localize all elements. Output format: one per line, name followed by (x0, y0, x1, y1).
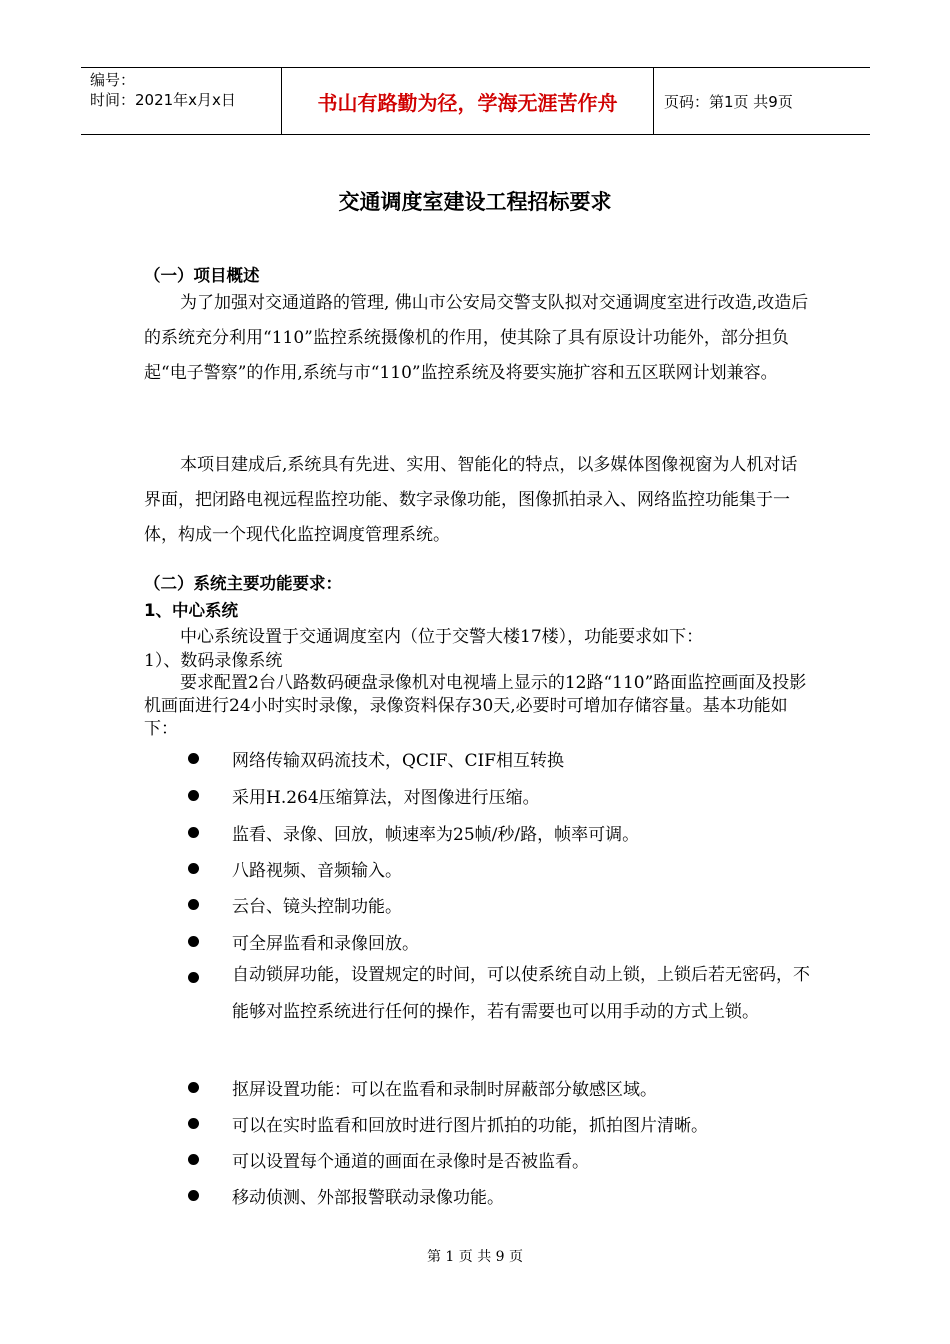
section1-heading: （一）项目概述 (144, 266, 260, 285)
list-item-text: 移动侦测、外部报警联动录像功能。 (232, 1188, 504, 1208)
bullet-icon (188, 936, 199, 947)
bullet-icon (188, 1154, 199, 1165)
list-item-text: 采用H.264压缩算法，对图像进行压缩。 (232, 788, 540, 808)
subsection-description: 中心系统设置于交通调度室内（位于交警大楼17楼），功能要求如下： (180, 627, 704, 647)
document-title: 交通调度室建设工程招标要求 (338, 190, 612, 214)
list-item-text: 抠屏设置功能：可以在监看和录制时屏蔽部分敏感区域。 (232, 1080, 657, 1100)
bullet-icon (188, 863, 199, 874)
bullet-icon (188, 1190, 199, 1201)
item-description: 要求配置2台八路数码硬盘录像机对电视墙上显示的12路“110”路面监控画面及投影机画面进行24小时实时录像，录像资料保存30天,必要时可增加存储容量。基本功能如下： (144, 673, 807, 739)
section1-paragraph-2: 本项目建成后,系统具有先进、实用、智能化的特点，以多媒体图像视窗为人机对话界面，把闭路电视远程监控功能、数字录像功能，图像抓拍录入、网络监控功能集于一体，构成一个现代化监控调度管理系统。 (144, 455, 798, 545)
time-label: 时间：2021年x月x日 (90, 91, 236, 109)
list-item-text: 云台、镜头控制功能。 (232, 897, 402, 917)
list-item-text: 可以在实时监看和回放时进行图片抓拍的功能，抓拍图片清晰。 (232, 1116, 708, 1136)
page-header (81, 67, 870, 135)
list-item-text: 网络传输双码流技术，QCIF、CIF相互转换 (232, 751, 564, 771)
bullet-icon (188, 1118, 199, 1129)
list-item-text: 自动锁屏功能，设置规定的时间，可以使系统自动上锁，上锁后若无密码，不能够对监控系统进行任何的操作，若有需要也可以用手动的方式上锁。 (232, 965, 810, 1022)
section1-paragraph-1: 为了加强对交通道路的管理, 佛山市公安局交警支队拟对交通调度室进行改造,改造后的系统充分利用“110”监控系统摄像机的作用，使其除了具有原设计功能外，部分担负起“电子警察”的作用,系统与市“110”监控系统及将要实施扩容和五区联网计划兼容。 (144, 293, 809, 383)
bullet-icon (188, 790, 199, 801)
bullet-icon (188, 753, 199, 764)
bullet-icon (188, 972, 199, 983)
header-motto: 书山有路勤为径，学海无涯苦作舟 (317, 90, 618, 115)
list-item-text: 监看、录像、回放，帧速率为25帧/秒/路，帧率可调。 (232, 825, 640, 845)
bullet-icon (188, 899, 199, 910)
item-heading: 1）、数码录像系统 (144, 651, 283, 671)
header-page-info: 页码：第1页 共9页 (664, 92, 793, 111)
subsection-heading: 1、中心系统 (144, 601, 238, 620)
header-meta (81, 68, 281, 134)
section2-heading: （二）系统主要功能要求： (144, 574, 342, 593)
page-footer: 第 1 页 共 9 页 (426, 1249, 524, 1265)
list-item-text: 可全屏监看和录像回放。 (232, 934, 419, 954)
list-item-text: 可以设置每个通道的画面在录像时是否被监看。 (232, 1152, 589, 1172)
header-motto-cell (281, 68, 654, 134)
bullet-icon (188, 1082, 199, 1093)
list-item-text: 八路视频、音频输入。 (232, 861, 402, 881)
bullet-icon (188, 827, 199, 838)
number-label: 编号： (90, 71, 136, 89)
